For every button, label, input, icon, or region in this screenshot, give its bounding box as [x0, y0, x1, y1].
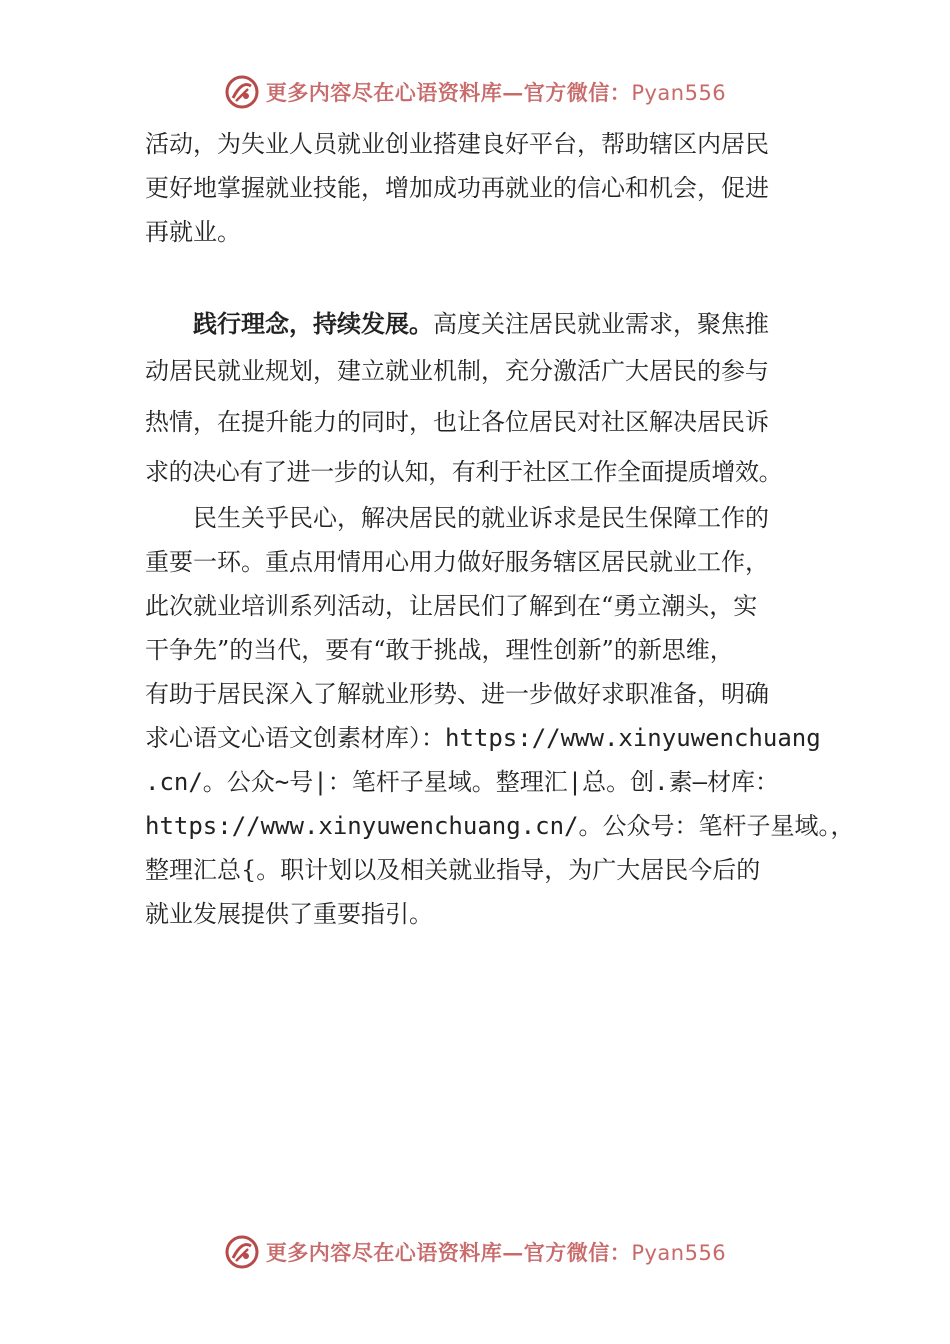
text-line: 动居民就业规划，建立就业机制，充分激活广大居民的参与: [145, 357, 769, 385]
text-line: [145, 810, 854, 842]
section-heading: 践行理念，持续发展。: [193, 310, 433, 338]
text-line: 此次就业培训系列活动，让居民们了解到在“勇立潮头，实: [145, 592, 758, 620]
text-line: 热情，在提升能力的同时，也让各位居民对社区解决居民诉: [145, 408, 769, 436]
text-line: 高度关注居民就业需求，聚焦推: [433, 310, 769, 338]
header-banner: [0, 70, 950, 114]
text-line: 更好地掌握就业技能，增加成功再就业的信心和机会，促进: [145, 174, 769, 202]
text-line: [145, 722, 821, 754]
url-link[interactable]: https://www.xinyuwenchuang.cn/: [145, 812, 579, 840]
text-line: 整理汇总{。职计划以及相关就业指导，为广大居民今后的: [145, 856, 761, 884]
url-link[interactable]: https://www.xinyuwenchuang: [445, 724, 821, 752]
brand-logo-icon: [224, 1234, 260, 1270]
text-line: [145, 766, 779, 798]
brand-logo-icon: [224, 74, 260, 110]
banner-account: Pyan556: [631, 1241, 727, 1265]
text-line: 有助于居民深入了解就业形势、进一步做好求职准备，明确: [145, 680, 769, 708]
banner-account: Pyan556: [631, 81, 727, 105]
banner-text: 更多内容尽在心语资料库—官方微信：Pyan556: [265, 80, 727, 105]
text-line: 活动，为失业人员就业创业搭建良好平台，帮助辖区内居民: [145, 130, 769, 158]
footer-banner: [0, 1230, 950, 1274]
text-line: 再就业。: [145, 218, 241, 246]
paragraph-first-line: [193, 308, 769, 340]
text-line: 干争先”的当代，要有“敢于挑战，理性创新”的新思维，: [145, 636, 734, 664]
banner-text: 更多内容尽在心语资料库—官方微信：Pyan556: [265, 1240, 727, 1265]
text-line: 就业发展提供了重要指引。: [145, 900, 433, 928]
text-segment: .cn/。公众~号|：笔杆子星域。整理汇|总。创.素—材库：: [145, 768, 780, 796]
text-segment: 。公众号：笔杆子星域。，: [578, 812, 855, 840]
text-line: 求的决心有了进一步的认知，有利于社区工作全面提质增效。: [145, 458, 783, 486]
text-line: 民生关乎民心，解决居民的就业诉求是民生保障工作的: [193, 504, 769, 532]
text-segment: 求心语文心语文创素材库）：: [145, 724, 445, 752]
text-line: 重要一环。重点用情用心用力做好服务辖区居民就业工作，: [145, 548, 769, 576]
